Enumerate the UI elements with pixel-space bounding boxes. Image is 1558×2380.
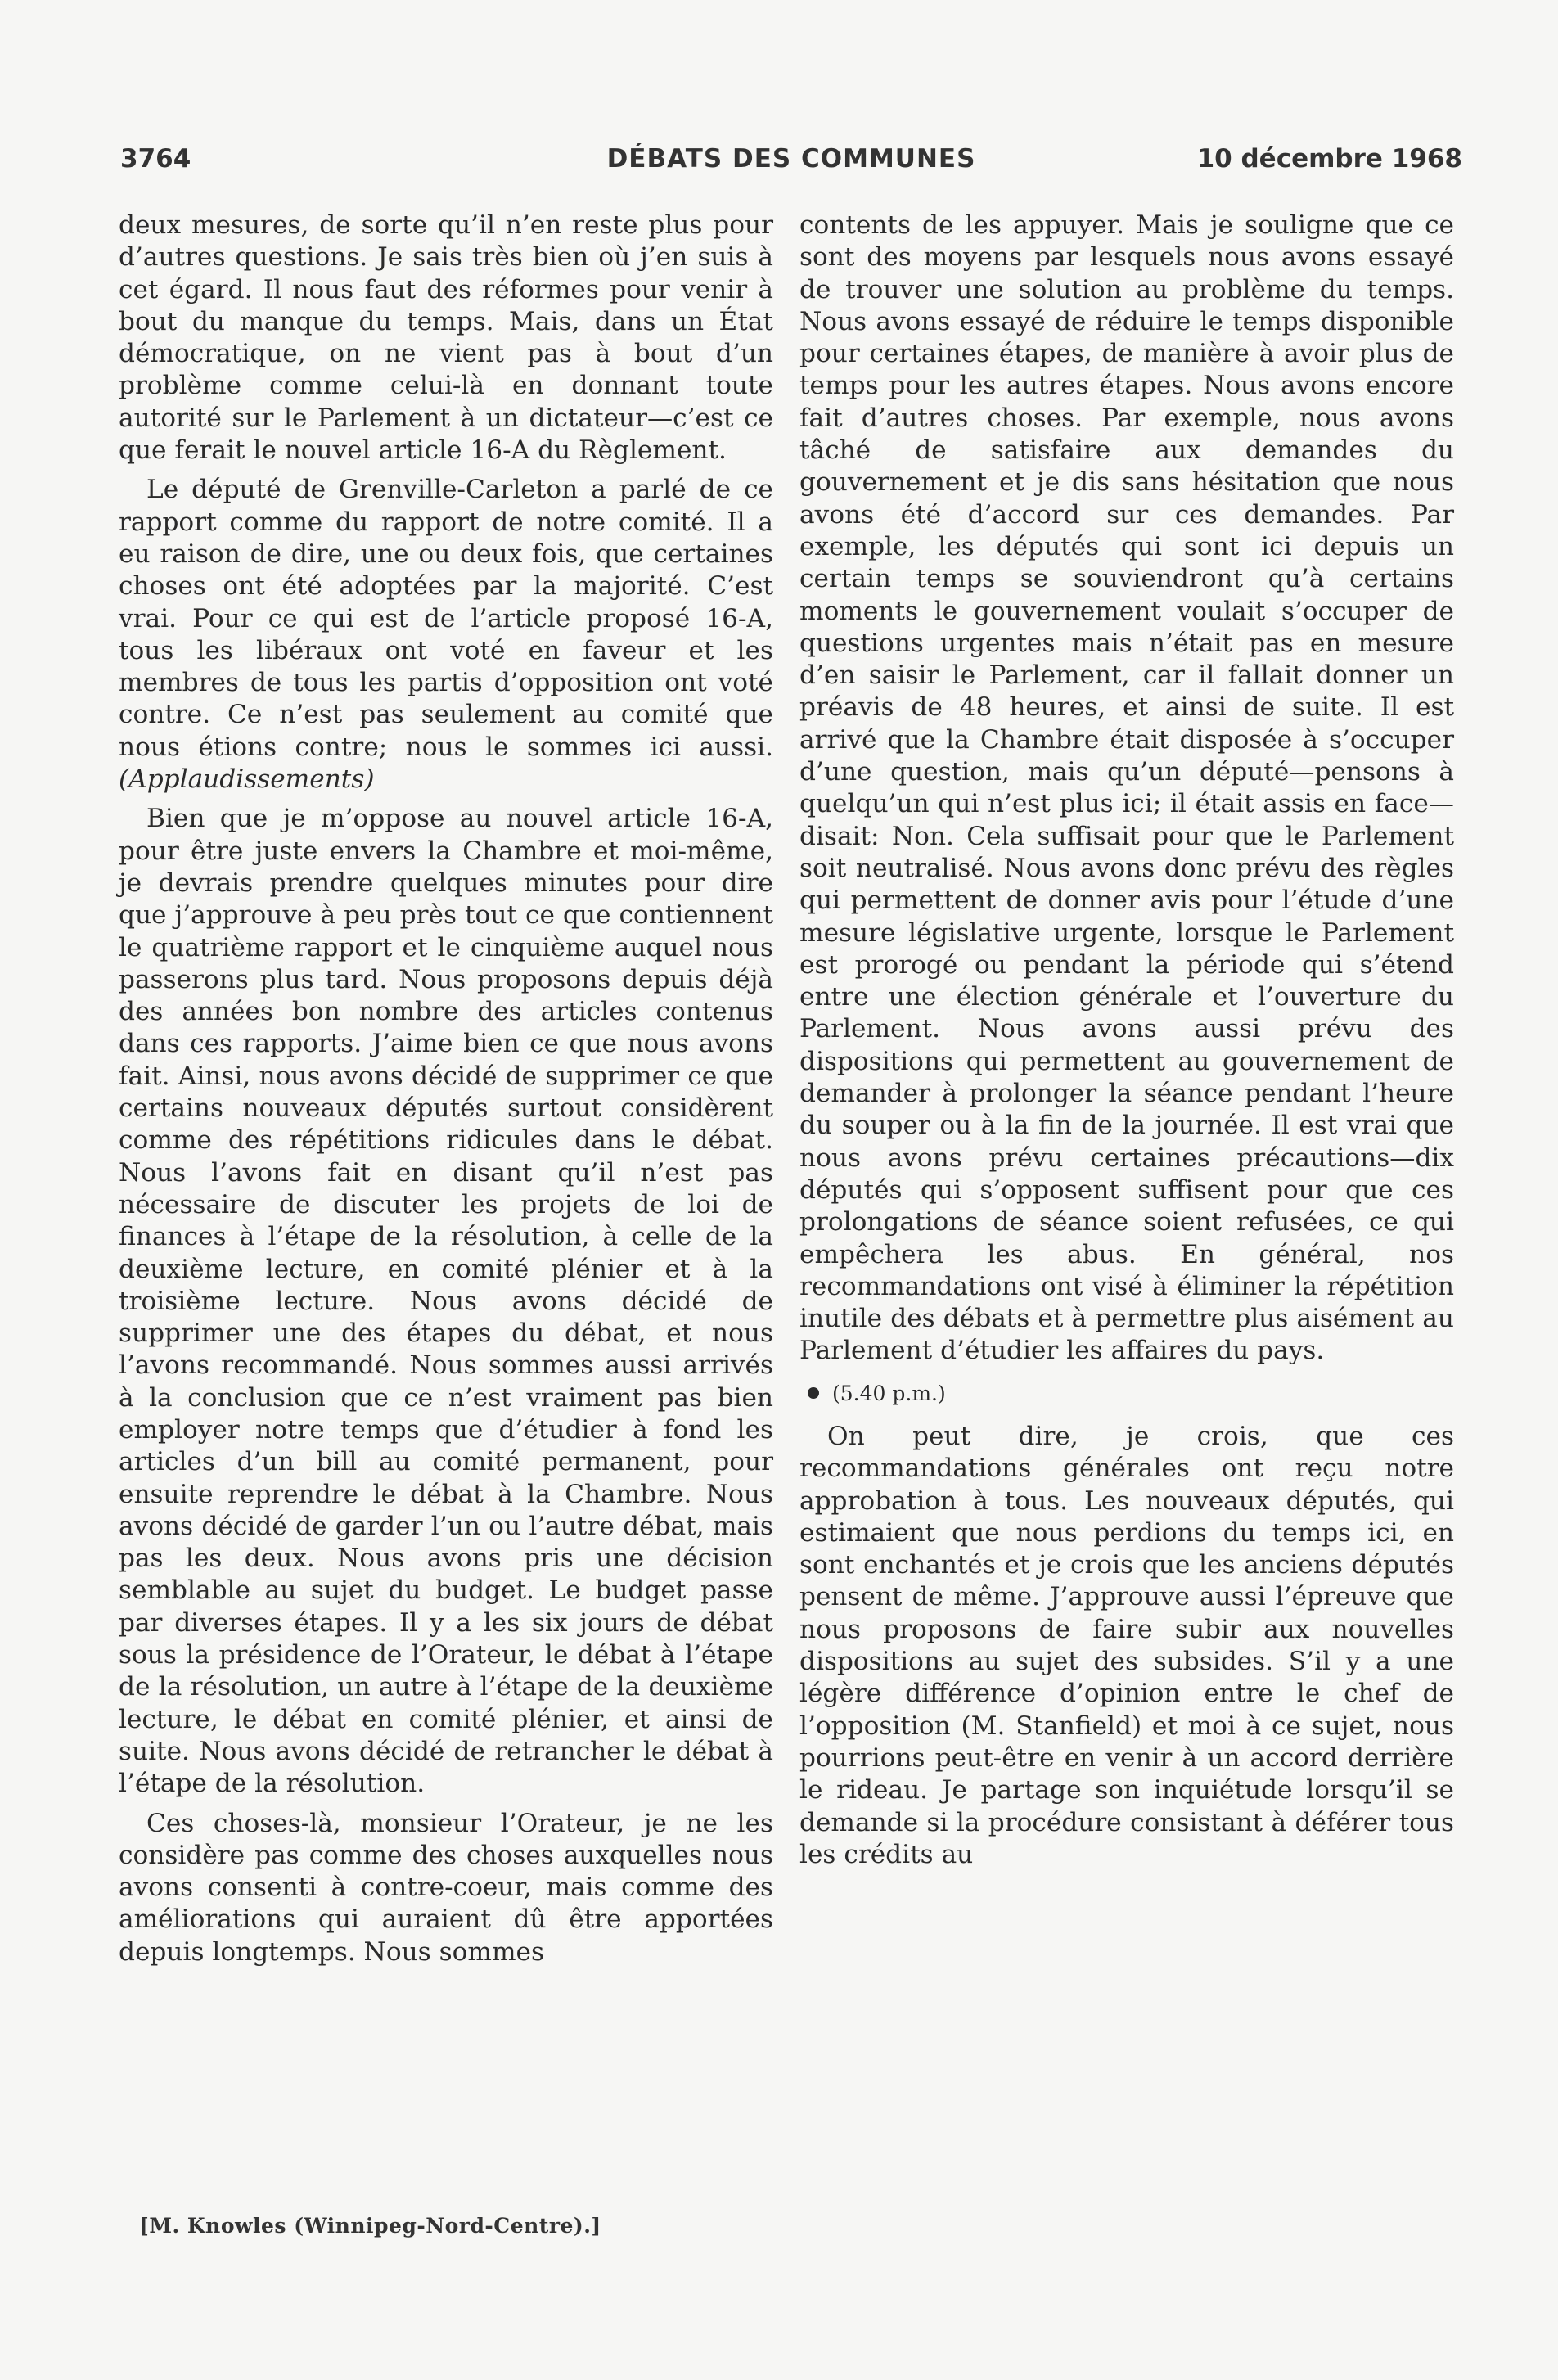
page-number: 3764 [120,144,191,174]
time-stamp [808,1377,1454,1409]
applause-note: (Applaudissements) [119,764,375,795]
paragraph: deux mesures, de sorte qu’il n’en reste plus pour d’autres questions. Je sais très bien où j’en suis à cet égard. Il nous faut des réformes pour venir à bout du manque du temps. Mais, dans un État démocratique, on ne vient pas à bout d’un problème comme celui-là en donnant toute autorité sur le Parlement à un dictateur—c’est ce que ferait le nouvel article 16-A du Règlement. [119,210,773,466]
paragraph-text: Le député de Grenville-Carleton a parlé de ce rapport comme du rapport de notre comité. Il a eu raison de dire, une ou deux fois, que certaines choses ont été adoptées par la majorité. C’est vrai. Pour ce qui est de l’article proposé 16-A, tous les libéraux ont voté en faveur et les membres de tous les partis d’opposition ont voté contre. Ce n’est pas seulement au comité que nous étions contre; nous le sommes ici aussi. [119,475,773,762]
time-stamp-text: (5.40 p.m.) [832,1381,946,1405]
page-title: DÉBATS DES COMMUNES [606,144,976,174]
paragraph: On peut dire, je crois, que ces recommandations générales ont reçu notre approbation à tous. Les nouveaux députés, qui estimaient que nous perdions du temps ici, en sont enchantés et je crois que les anciens députés pensent de même. J’approuve aussi l’épreuve que nous proposons de faire subir aux nouvelles dispositions au sujet des subsides. S’il y a une légère différence d’opinion entre le chef de l’opposition (M. Stanfield) et moi à ce sujet, nous pourrions peut-être en venir à un accord derrière le rideau. Je partage son inquiétude lorsqu’il se demande si la procédure consistant à déférer tous les crédits au [799,1421,1454,1869]
right-column [799,210,1454,1878]
bullet-icon [808,1387,819,1399]
speaker-note: [M. Knowles (Winnipeg-Nord-Centre).] [139,2214,601,2238]
paragraph: Bien que je m’oppose au nouvel article 16-A, pour être juste envers la Chambre et moi-même, je devrais prendre quelques minutes pour dire que j’approuve à peu près tout ce que contiennent le quatrième rapport et le cinquième auquel nous passerons plus tard. Nous proposons depuis déjà des années bon nombre des articles contenus dans ces rapports. J’aime bien ce que nous avons fait. Ainsi, nous avons décidé de supprimer ce que certains nouveaux députés surtout considèrent comme des répétitions ridicules dans le débat. Nous l’avons fait en disant qu’il n’est pas nécessaire de discuter les projets de loi de finances à l’étape de la résolution, à celle de la deuxième lecture, en comité plénier et à la troisième lecture. Nous avons décidé de supprimer une des étapes du débat, et nous l’avons recommandé. Nous sommes aussi arrivés à la conclusion que ce n’est vraiment pas bien employer notre temps que d’étudier à fond les articles d’un bill au comité permanent, pour ensuite reprendre le débat à la Chambre. Nous avons décidé de garder l’un ou l’autre débat, mais pas les deux. Nous avons pris une décision semblable au sujet du budget. Le budget passe par diverses étapes. Il y a les six jours de débat sous la présidence de l’Orateur, le débat à l’étape de la résolution, un autre à l’étape de la deuxième lecture, le débat en comité plénier, et ainsi de suite. Nous avons décidé de retrancher le débat à l’étape de la résolution. [119,804,773,1799]
paragraph: contents de les appuyer. Mais je souligne que ce sont des moyens par lesquels nous avons essayé de trouver une solution au problème du temps. Nous avons essayé de réduire le temps disponible pour certaines étapes, de manière à avoir plus de temps pour les autres étapes. Nous avons encore fait d’autres choses. Par exemple, nous avons tâché de satisfaire aux demandes du gouvernement et je dis sans hésitation que nous avons été d’accord sur ces demandes. Par exemple, les députés qui sont ici depuis un certain temps se souviendront qu’à certains moments le gouvernement voulait s’occuper de questions urgentes mais n’était pas en mesure d’en saisir le Parlement, car il fallait donner un préavis de 48 heures, et ainsi de suite. Il est arrivé que la Chambre était disposée à s’occuper d’une question, mais qu’un député—pensons à quelqu’un qui n’est plus ici; il était assis en face—disait: Non. Cela suffisait pour que le Parlement soit neutralisé. Nous avons donc prévu des règles qui permettent de donner avis pour l’étude d’une mesure législative urgente, lorsque le Parlement est prorogé ou pendant la période qui s’étend entre une élection générale et l’ouverture du Parlement. Nous avons aussi prévu des dispositions qui permettent au gouvernement de demander à prolonger la séance pendant l’heure du souper ou à la fin de la journée. Il est vrai que nous avons prévu certaines précautions—dix députés qui s’opposent suffisent pour que ces prolongations de séance soient refusées, ce qui empêchera les abus. En général, nos recommandations ont visé à éliminer la répétition inutile des débats et à permettre plus aisément au Parlement d’étudier les affaires du pays. [799,210,1454,1366]
paragraph [119,474,773,796]
left-column [119,210,773,1976]
page-date: 10 décembre 1968 [1196,144,1462,174]
page-header [120,144,1462,182]
paragraph: Ces choses-là, monsieur l’Orateur, je ne les considère pas comme des choses auxquelles nous avons consenti à contre-coeur, mais comme des améliorations qui auraient dû être apportées depuis longtemps. Nous sommes [119,1808,773,1967]
